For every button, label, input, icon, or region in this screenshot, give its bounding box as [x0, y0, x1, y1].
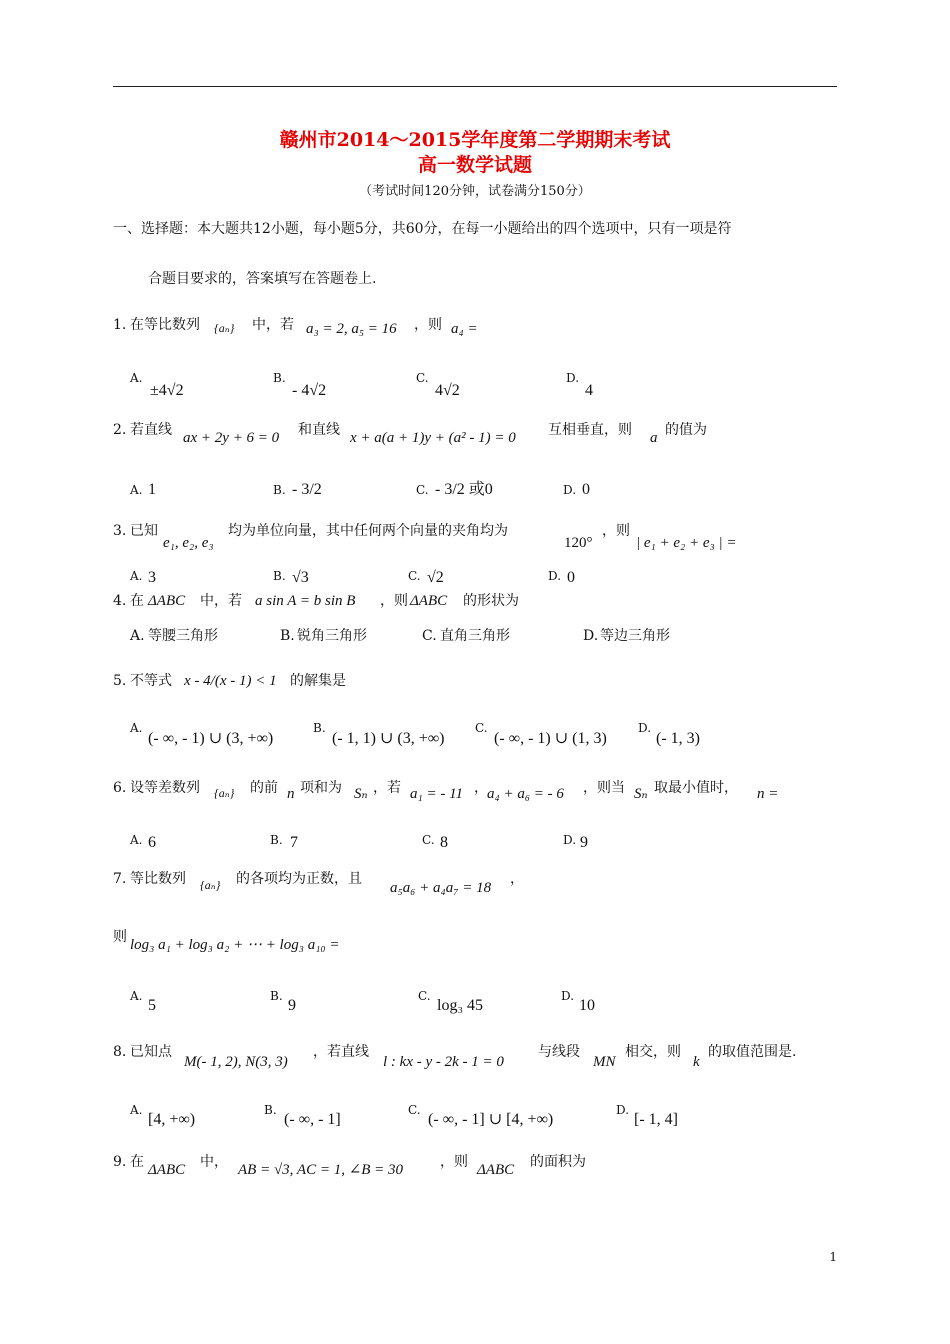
- formula: ax + 2y + 6 = 0: [183, 430, 280, 446]
- option-d: 0: [582, 481, 590, 498]
- option-c: 4√2: [435, 382, 460, 399]
- question-number: 9.: [113, 1154, 127, 1170]
- option-b: (- ∞, - 1]: [284, 1111, 341, 1128]
- formula: | e₁ + e₂ + e₃ | =: [636, 535, 737, 551]
- option-c: √2: [427, 569, 444, 586]
- formula: AB = √3, AC = 1, ∠B = 30: [238, 1162, 404, 1178]
- formula: x + a(a + 1)y + (a² - 1) = 0: [350, 430, 516, 446]
- option-a: 1: [148, 481, 156, 498]
- option-c: 直角三角形: [440, 628, 510, 644]
- question-number: 7.: [113, 871, 127, 887]
- formula: l : kx - y - 2k - 1 = 0: [383, 1054, 504, 1070]
- option-b: - 3/2: [292, 481, 322, 498]
- option-b: 9: [288, 997, 296, 1014]
- question-number: 1.: [113, 317, 127, 333]
- question-number: 6.: [113, 780, 127, 796]
- option-c: log₃ 45: [437, 997, 484, 1014]
- section-heading: 一、选择题：本大题共12小题，每小题5分，共60分，在每一小题给出的四个选项中，只有一项是符: [113, 221, 732, 237]
- option-d: 9: [580, 834, 588, 851]
- question-number: 4.: [113, 593, 127, 609]
- formula: x - 4/(x - 1) < 1: [184, 673, 277, 689]
- option-a: (- ∞, - 1) ∪ (3, +∞): [148, 730, 274, 747]
- option-c: (- ∞, - 1) ∪ (1, 3): [494, 730, 607, 747]
- option-c: 8: [440, 834, 448, 851]
- section-heading-cont: 合题目要求的，答案填写在答题卷上.: [148, 271, 377, 287]
- formula: M(- 1, 2), N(3, 3): [184, 1054, 288, 1070]
- question-number: 3.: [113, 523, 127, 539]
- option-a: ±4√2: [150, 382, 184, 399]
- option-d: [- 1, 4]: [634, 1111, 678, 1128]
- option-b: √3: [292, 569, 309, 586]
- formula: e₁, e₂, e₃: [163, 535, 214, 551]
- option-c: - 3/2 或0: [435, 481, 493, 498]
- option-c: (- ∞, - 1] ∪ [4, +∞): [428, 1111, 554, 1128]
- formula: a₁ = - 11: [410, 786, 463, 802]
- option-a: 6: [148, 834, 156, 851]
- formula: a₅a₆ + a₄a₇ = 18: [390, 880, 492, 896]
- option-d: 10: [579, 997, 595, 1014]
- formula: a₃ = 2, a₅ = 16: [306, 321, 397, 337]
- option-d: 4: [585, 382, 593, 399]
- exam-note: （考试时间120分钟，试卷满分150分）: [359, 184, 591, 199]
- header-rule: [113, 86, 837, 87]
- option-a: 5: [148, 997, 156, 1014]
- option-d: 等边三角形: [600, 628, 670, 644]
- option-b: - 4√2: [292, 382, 327, 399]
- option-b: 锐角三角形: [297, 628, 367, 644]
- formula: a₄ =: [451, 321, 478, 337]
- option-b: 7: [290, 834, 298, 851]
- exam-title: 赣州市2014～2015学年度第二学期期末考试: [279, 129, 671, 151]
- question-number: 8.: [113, 1044, 127, 1060]
- option-a: [4, +∞): [148, 1111, 196, 1128]
- question-number: 2.: [113, 422, 127, 438]
- option-d: (- 1, 3): [656, 730, 700, 747]
- option-a: 等腰三角形: [148, 628, 218, 644]
- option-d: 0: [567, 569, 575, 586]
- option-b: (- 1, 1) ∪ (3, +∞): [332, 730, 445, 747]
- formula: a sin A = b sin B: [255, 593, 356, 609]
- formula: a₄ + a₆ = - 6: [487, 786, 564, 802]
- formula: log₃ a₁ + log₃ a₂ + ⋯ + log₃ a₁₀ =: [130, 937, 340, 953]
- option-a: 3: [148, 569, 156, 586]
- question-number: 5.: [113, 673, 127, 689]
- page-number: 1: [829, 1250, 837, 1264]
- exam-subject-title: 高一数学试题: [417, 154, 532, 176]
